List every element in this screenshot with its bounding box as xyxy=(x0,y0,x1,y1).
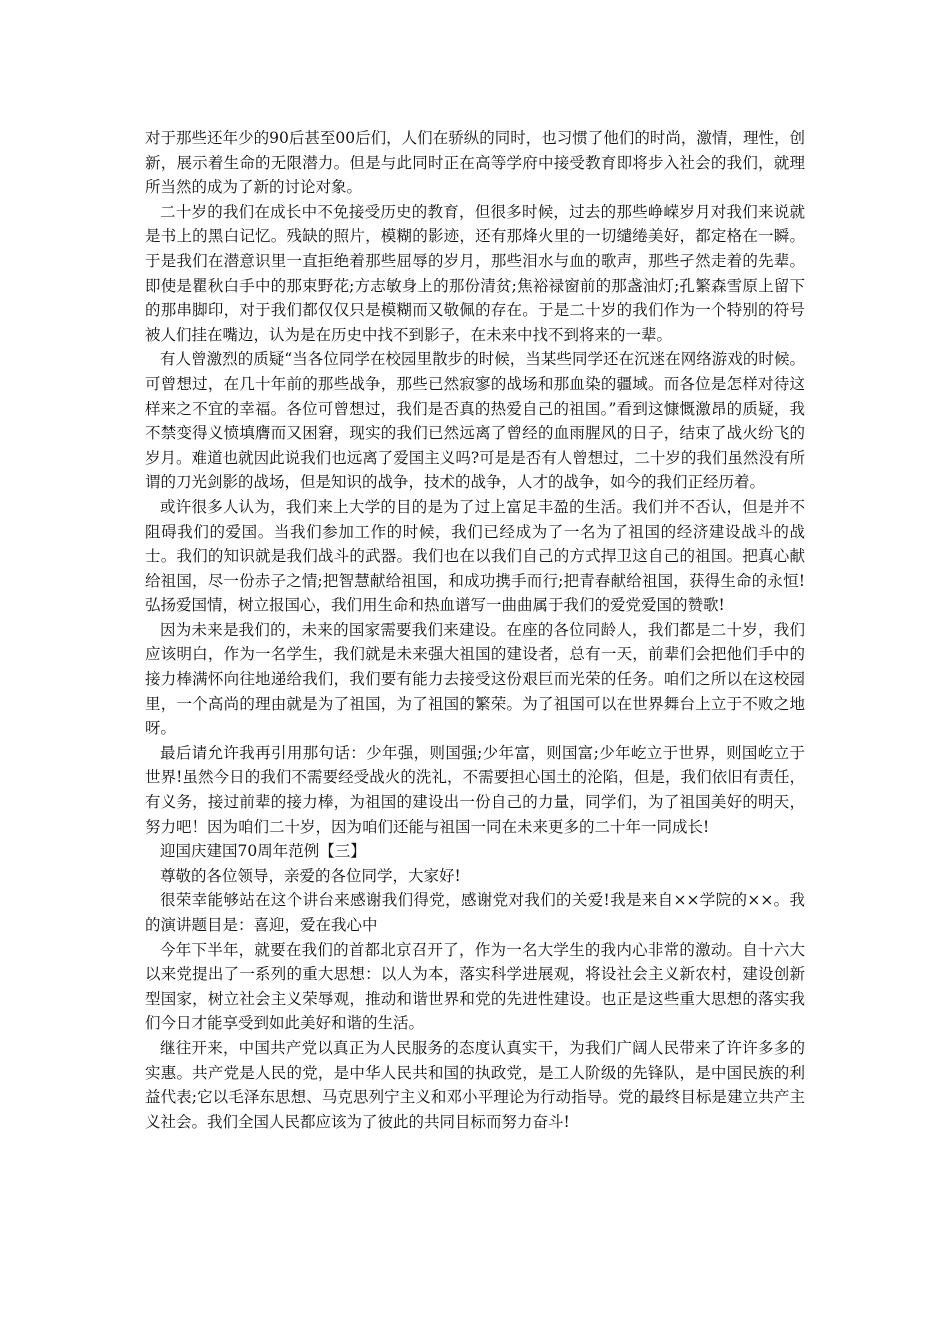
paragraph-1: 对于那些还年少的90后甚至00后们，人们在骄纵的同时，也习惯了他们的时尚，激情，理性，创新，展示着生命的无限潜力。但是与此同时正在高等学府中接受教育即将步入社会的我们，就理所当然的成为了新的讨论对象。 xyxy=(145,129,805,197)
document-page xyxy=(145,126,805,1134)
section-heading: 迎国庆建国70周年范例【三】 xyxy=(160,842,366,861)
paragraph-8: 今年下半年，就要在我们的首都北京召开了，作为一名大学生的我内心非常的激动。自十六大以来党提出了一系列的重大思想：以人为本，落实科学进展观，将设社会主义新农村，建设创新型国家，树立社会主义荣辱观，推动和谐世界和党的先进性建设。也正是这些重大思想的落实我们今日才能享受到如此美好和谐的生活。 xyxy=(145,940,805,1033)
paragraph-6: 最后请允许我再引用那句话：少年强，则国强;少年富，则国富;少年屹立于世界，则国屹立于世界!虽然今日的我们不需要经受战火的洗礼，不需要担心国土的沦陷，但是，我们依旧有责任，有义务，接过前辈的接力棒，为祖国的建设出一份自己的力量，同学们，为了祖国美好的明天，努力吧！因为咱们二十岁，因为咱们还能与祖国一同在未来更多的二十年一同成长! xyxy=(145,743,805,836)
paragraph-7: 很荣幸能够站在这个讲台来感谢我们得党，感谢党对我们的关爱!我是来自××学院的××。我的演讲题目是：喜迎，爱在我心中 xyxy=(145,891,805,934)
paragraph-4: 或许很多人认为，我们来上大学的目的是为了过上富足丰盈的生活。我们并不否认，但是并不阻碍我们的爱国。当我们参加工作的时候，我们已经成为了一名为了祖国的经济建设战斗的战士。我们的知识就是我们战斗的武器。我们也在以我们自己的方式捍卫这自己的祖国。把真心献给祖国，尽一份赤子之情;把智慧献给祖国，和成功携手而行;把青春献给祖国，获得生命的永恒!弘扬爱国情，树立报国心，我们用生命和热血谱写一曲曲属于我们的爱党爱国的赞歌! xyxy=(145,497,805,615)
greeting: 尊敬的各位领导，亲爱的各位同学，大家好! xyxy=(160,866,461,885)
paragraph-5: 因为未来是我们的，未来的国家需要我们来建设。在座的各位同龄人，我们都是二十岁，我们应该明白，作为一名学生，我们就是未来强大祖国的建设者，总有一天，前辈们会把他们手中的接力棒满怀向往地递给我们，我们要有能力去接受这份艰巨而光荣的任务。咱们之所以在这校园里，一个高尚的理由就是为了祖国，为了祖国的繁荣。为了祖国可以在世界舞台上立于不败之地呀。 xyxy=(145,620,805,738)
paragraph-2: 二十岁的我们在成长中不免接受历史的教育，但很多时候，过去的那些峥嵘岁月对我们来说就是书上的黑白记忆。残缺的照片，模糊的影迹，还有那烽火里的一切缱绻美好，都定格在一瞬。于是我们在潜意识里一直拒绝着那些屈辱的岁月，那些泪水与血的歌声，那些孑然走着的先辈。即使是瞿秋白手中的那束野花;方志敏身上的那份清贫;焦裕禄窗前的那盏油灯;孔繁森雪原上留下的那串脚印，对于我们都仅仅只是模糊而又敬佩的存在。于是二十岁的我们作为一个特别的符号被人们挂在嘴边，认为是在历史中找不到影子，在未来中找不到将来的一辈。 xyxy=(145,202,805,344)
paragraph-9: 继往开来，中国共产党以真正为人民服务的态度认真实干，为我们广阔人民带来了许许多多的实惠。共产党是人民的党，是中华人民共和国的执政党，是工人阶级的先锋队，是中国民族的利益代表;它以毛泽东思想、马克思列宁主义和邓小平理论为行动指导。党的最终目标是建立共产主义社会。我们全国人民都应该为了彼此的共同目标而努力奋斗! xyxy=(145,1038,805,1131)
paragraph-3: 有人曾激烈的质疑“当各位同学在校园里散步的时候，当某些同学还在沉迷在网络游戏的时候。可曾想过，在几十年前的那些战争，那些已然寂寥的战场和那血染的疆域。而各位是怎样对待这样来之不宜的幸福。各位可曾想过，我们是否真的热爱自己的祖国。”看到这慷慨激昂的质疑，我不禁变得义愤填膺而又困窘，现实的我们已然远离了曾经的血雨腥风的日子，结束了战火纷飞的岁月。难道也就因此说我们也远离了爱国主义吗?可是是否有人曾想过，二十岁的我们虽然没有所谓的刀光剑影的战场，但是知识的战争，技术的战争，人才的战争，如今的我们正经历着。 xyxy=(145,350,805,492)
